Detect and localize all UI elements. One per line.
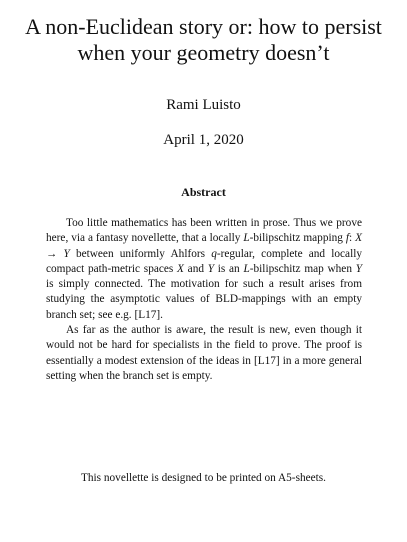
abstract-heading: Abstract [181, 185, 226, 199]
abstract-paragraph-1: Too little mathematics has been written in prose. Thus we prove here, via a fantasy novellette, that a locally L-bilipschitz mapping f: X → Y between uniformly Ahlfors q-regular, complete and locally compact path-metric spaces X and Y is an L-bilipschitz map when Y is simply connected. The motivation for such a result arises from studying the asymptotic values of BLD-mappings with an empty branch set; see e.g. [L17]. [46, 217, 363, 321]
printing-note: This novellette is designed to be printed on A5-sheets. [80, 472, 327, 484]
publication-date: April 1, 2020 [163, 132, 244, 148]
abstract-paragraph-2: As far as the author is aware, the result is new, even though it would not be hard for specialists in the field to prove. The proof is essentially a modest extension of the ideas in [L17] in a more general setting when the branch set is empty. [46, 324, 362, 382]
title-line-1: A non-Euclidean story or: how to persist [25, 14, 382, 39]
paper-title [0, 14, 407, 66]
abstract-body [46, 216, 362, 384]
title-line-2: when your geometry doesn’t [77, 40, 330, 65]
author-name: Rami Luisto [166, 97, 241, 113]
